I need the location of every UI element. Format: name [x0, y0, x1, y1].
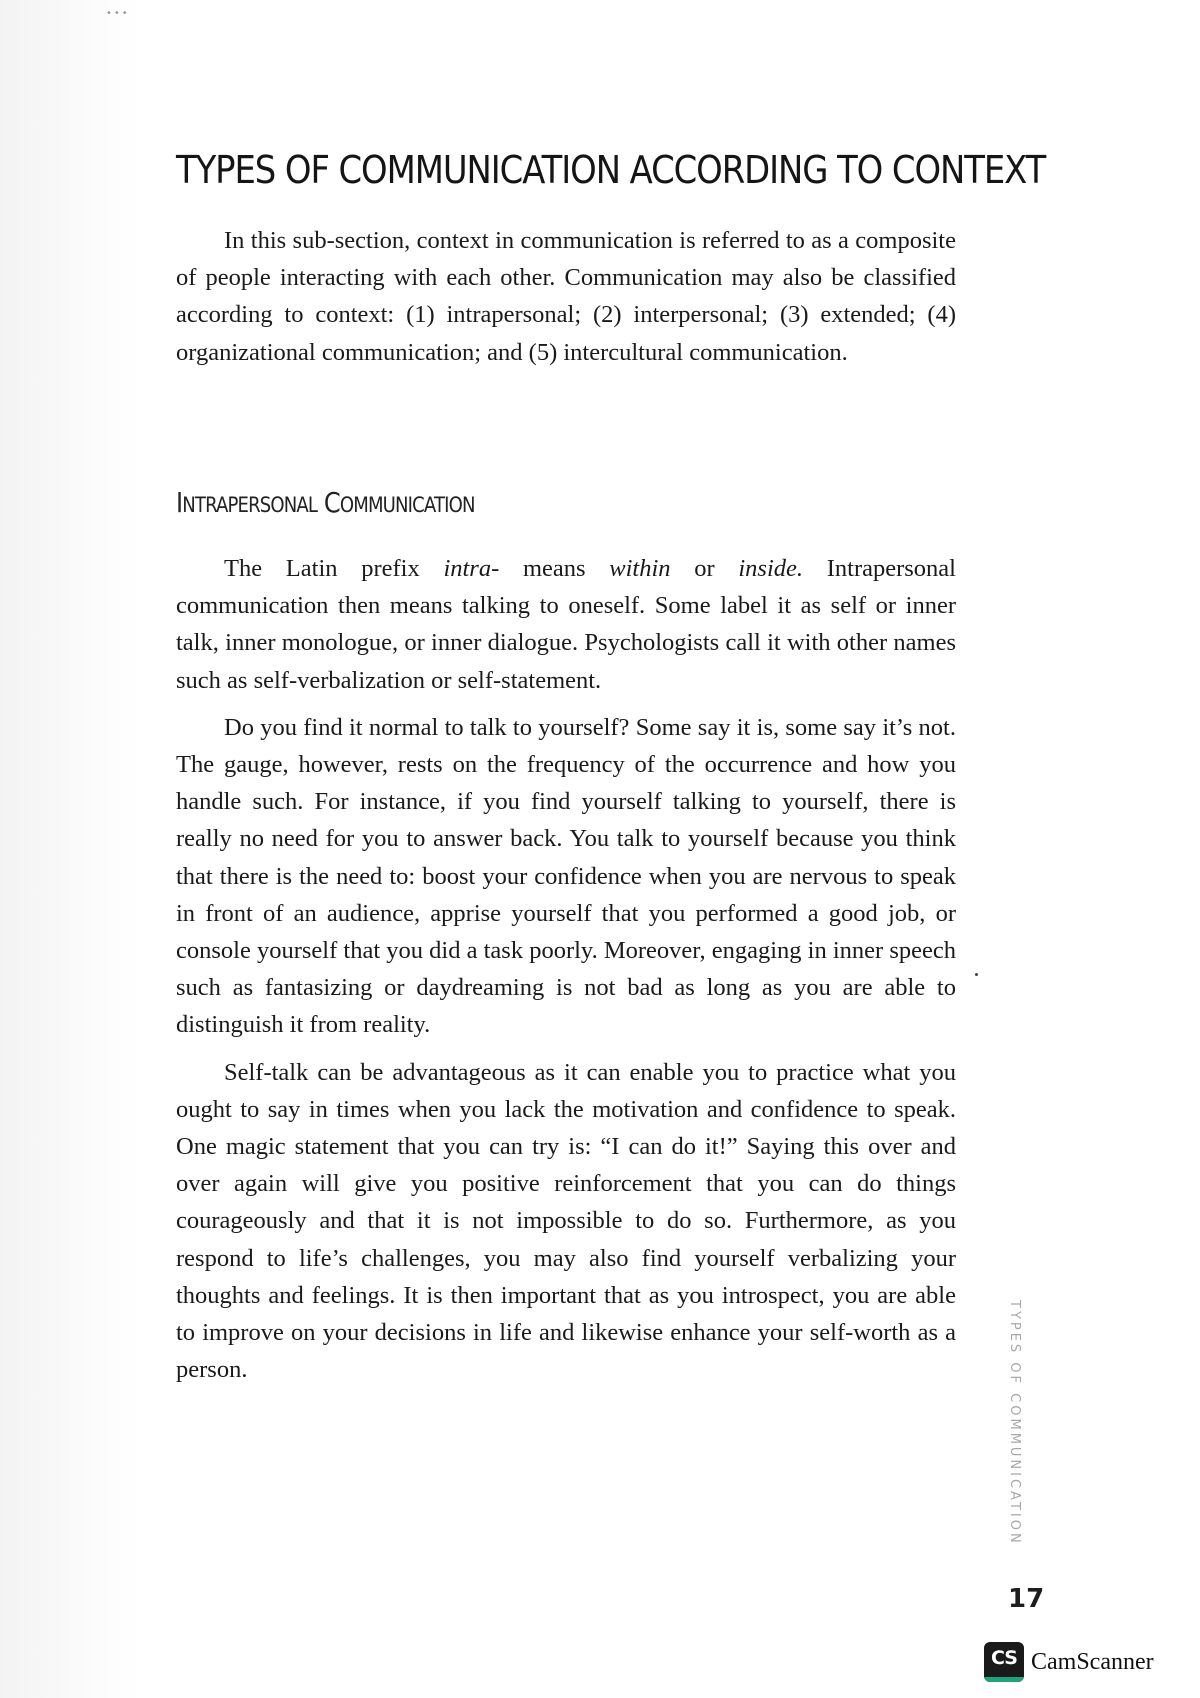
margin-dot	[975, 973, 978, 976]
intro-paragraph: In this sub-section, context in communication is referred to as a composite of people interacting with each other. Communication may also be classified according to context: (1) intrapersonal; (2) interpersonal; (3) extended; (4) organizational communication; and (5) intercultural communication.	[176, 227, 956, 366]
section-body	[176, 550, 956, 1388]
p1-text-2: means	[499, 555, 610, 582]
camscanner-logo-bar	[984, 1677, 1024, 1682]
p1-italic-within: within	[609, 555, 671, 582]
section-heading-initial-2: C	[323, 486, 340, 519]
running-head-text: TYPES OF COMMUNICATION	[1007, 1300, 1022, 1546]
section-heading	[176, 486, 475, 519]
camscanner-logo-icon	[984, 1642, 1024, 1682]
camscanner-logo-text: CS	[991, 1647, 1017, 1669]
scan-speck: •••	[106, 8, 130, 19]
camscanner-name: CamScanner	[1031, 1648, 1154, 1675]
section-heading-rest-2: OMMUNICATION	[339, 493, 475, 517]
p1-text-4: Intrapersonal communication then means talking to oneself. Some label it as self or inner talk, inner monologue, or inner dialogue. Psychologists call it with other names such as self-verbalization or self-statement.	[176, 555, 956, 694]
p1-italic-inside: inside.	[738, 555, 804, 582]
section-heading-rest-1: NTRAPERSONAL	[182, 493, 318, 517]
p1-text-3: or	[670, 555, 739, 582]
body-paragraph-2: Do you find it normal to talk to yourself? Some say it is, some say it’s not. The gauge, however, rests on the frequency of the occurrence and how you handle such. For instance, if you find yourself talking to yourself, there is really no need for you to answer back. You talk to yourself because you think that there is the need to: boost your confidence when you are nervous to speak in front of an audience, apprise yourself that you performed a good job, or console yourself that you did a task poorly. Moreover, engaging in inner speech such as fantasizing or daydreaming is not bad as long as you are able to distinguish it from reality.	[176, 713, 956, 1039]
p1-italic-intra: intra-	[443, 555, 500, 582]
camscanner-watermark	[984, 1640, 1154, 1684]
body-paragraph-3: Self-talk can be advantageous as it can enable you to practice what you ought to say in times when you lack the motivation and confidence to speak. One magic statement that you can try is: “I can do it!” Saying this over and over again will give you positive reinforcement that you can do things courageously and that it is not impossible to do so. Furthermore, as you respond to life’s challenges, you may also find yourself verbalizing your thoughts and feelings. It is then important that as you introspect, you are able to improve on your decisions in life and likewise enhance your self-worth as a person.	[176, 1058, 956, 1384]
intro-section	[176, 222, 956, 371]
body-paragraph-1	[176, 550, 956, 699]
page-title: TYPES OF COMMUNICATION ACCORDING TO CONTEXT	[176, 148, 1046, 192]
p1-text-1: The Latin prefix	[224, 555, 444, 582]
page-number: 17	[1008, 1584, 1045, 1614]
section-heading-initial-1: I	[176, 486, 183, 519]
scan-gutter-shadow	[0, 0, 140, 1698]
